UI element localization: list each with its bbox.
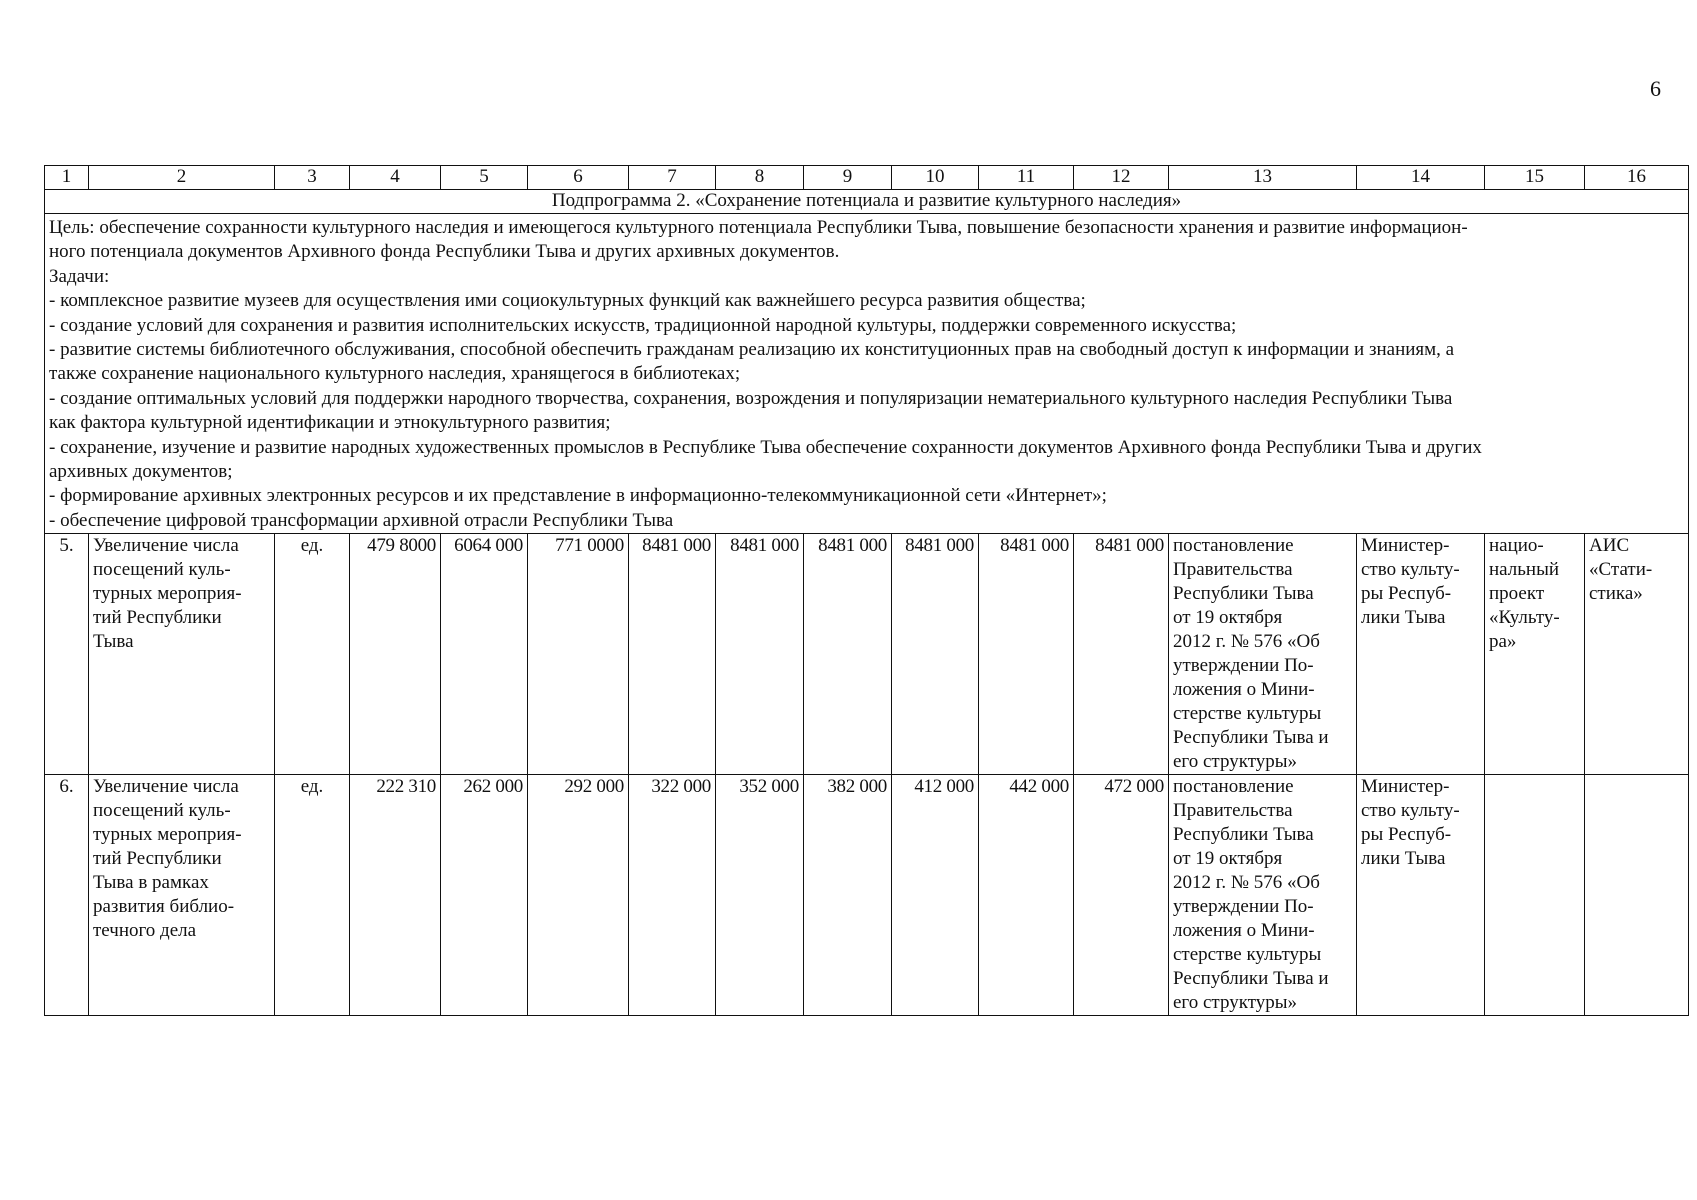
indicator-name (89, 775, 275, 1016)
value-cell: 382 000 (804, 775, 892, 1016)
column-number-15: 15 (1485, 166, 1585, 190)
legal-basis-line: Республики Тыва и (1173, 727, 1329, 749)
value-cell: 292 000 (528, 775, 629, 1016)
value-cell: 262 000 (441, 775, 528, 1016)
goal-line: - развитие системы библиотечного обслуживания, способной обеспечить гражданам реализацию их конституционных прав на свободный доступ к информации и знаниям, а (49, 339, 1455, 361)
goal-line: как фактора культурной идентификации и этнокультурного развития; (49, 412, 611, 434)
goal-line: Цель: обеспечение сохранности культурного наследия и имеющегося культурного потенциала Республики Тыва, повышение безопасности хранения и развитие информацион- (49, 217, 1468, 238)
legal-basis-line: его структуры» (1173, 992, 1298, 1014)
indicator-name (89, 534, 275, 775)
goal-and-tasks (45, 214, 1689, 534)
value-cell: 771 0000 (528, 534, 629, 775)
legal-basis-line: постановление (1173, 535, 1294, 557)
goal-line: - обеспечение цифровой трансформации архивной отрасли Республики Тыва (49, 509, 674, 531)
goal-line: Задачи: (49, 265, 110, 287)
legal-basis-line: ложения о Мини- (1173, 920, 1315, 942)
national-project (1485, 534, 1585, 775)
indicator-name-line: Тыва (93, 631, 134, 653)
goal-line: - создание оптимальных условий для поддержки народного творчества, сохранения, возрождения и популяризации нематериального культурного наследия Республики Тыва (49, 387, 1453, 409)
value-cell: 8481 000 (892, 534, 979, 775)
legal-basis-line: 2012 г. № 576 «Об (1173, 631, 1320, 653)
column-number-8: 8 (716, 166, 804, 190)
legal-basis-line: Правительства (1173, 559, 1293, 581)
value-cell: 472 000 (1074, 775, 1169, 1016)
responsible-body-line: ры Респуб- (1361, 824, 1452, 846)
legal-basis-line: его структуры» (1173, 751, 1298, 773)
column-number-3: 3 (275, 166, 350, 190)
column-number-6: 6 (528, 166, 629, 190)
legal-basis-line: от 19 октября (1173, 607, 1283, 629)
column-number-14: 14 (1357, 166, 1485, 190)
legal-basis-line: от 19 октября (1173, 848, 1283, 870)
indicators-table (44, 165, 1689, 1016)
legal-basis-line: стерстве культуры (1173, 944, 1322, 966)
legal-basis (1169, 775, 1357, 1016)
value-cell: 8481 000 (979, 534, 1074, 775)
indicator-name-line: Тыва в рамках (93, 872, 209, 894)
goal-row (45, 214, 1689, 534)
legal-basis-line: стерстве культуры (1173, 703, 1322, 725)
legal-basis-line: утверждении По- (1173, 896, 1314, 918)
table-row (45, 534, 1689, 775)
row-number: 5. (45, 534, 89, 775)
legal-basis-line: 2012 г. № 576 «Об (1173, 872, 1320, 894)
indicator-name-line: турных мероприя- (93, 824, 242, 846)
column-number-1: 1 (45, 166, 89, 190)
column-number-16: 16 (1585, 166, 1689, 190)
national-project-line: нальный (1489, 559, 1560, 581)
info-system-line: АИС (1589, 535, 1630, 557)
subprogram-title: Подпрограмма 2. «Сохранение потенциала и развитие культурного наследия» (45, 190, 1689, 214)
indicator-name-line: течного дела (93, 920, 197, 942)
goal-line: ного потенциала документов Архивного фонда Республики Тыва и других архивных документов. (49, 241, 840, 263)
column-number-10: 10 (892, 166, 979, 190)
unit-cell: ед. (275, 775, 350, 1016)
indicator-name-line: развития библио- (93, 896, 235, 918)
goal-line: архивных документов; (49, 461, 233, 483)
national-project-line: «Культу- (1489, 607, 1560, 629)
column-number-4: 4 (350, 166, 441, 190)
row-number: 6. (45, 775, 89, 1016)
value-cell: 222 310 (350, 775, 441, 1016)
legal-basis-line: Республики Тыва (1173, 583, 1314, 605)
goal-line: - создание условий для сохранения и развития исполнительских искусств, традиционной народной культуры, поддержки современного искусства; (49, 314, 1237, 336)
value-cell: 352 000 (716, 775, 804, 1016)
legal-basis-line: Республики Тыва (1173, 824, 1314, 846)
indicator-name-line: посещений куль- (93, 800, 231, 822)
value-cell: 8481 000 (804, 534, 892, 775)
column-number-13: 13 (1169, 166, 1357, 190)
column-number-9: 9 (804, 166, 892, 190)
responsible-body-line: Министер- (1361, 535, 1450, 557)
goal-line: - формирование архивных электронных ресурсов и их представление в информационно-телекоммуникационной сети «Интернет»; (49, 485, 1107, 507)
indicator-name-line: тий Республики (93, 848, 222, 870)
column-number-row (45, 166, 1689, 190)
legal-basis (1169, 534, 1357, 775)
indicator-name-line: турных мероприя- (93, 583, 242, 605)
info-system (1585, 775, 1689, 1016)
responsible-body-line: Министер- (1361, 776, 1450, 798)
responsible-body (1357, 534, 1485, 775)
legal-basis-line: постановление (1173, 776, 1294, 798)
column-number-7: 7 (629, 166, 716, 190)
indicator-name-line: Увеличение числа (93, 535, 239, 557)
value-cell: 479 8000 (350, 534, 441, 775)
indicator-name-line: тий Республики (93, 607, 222, 629)
value-cell: 8481 000 (629, 534, 716, 775)
national-project (1485, 775, 1585, 1016)
national-project-line: проект (1489, 583, 1545, 605)
table-body (45, 166, 1689, 1016)
value-cell: 8481 000 (716, 534, 804, 775)
national-project-line: ра» (1489, 631, 1517, 653)
info-system-line: стика» (1589, 583, 1643, 605)
responsible-body-line: ры Респуб- (1361, 583, 1452, 605)
page-number: 6 (1650, 76, 1661, 101)
indicator-name-line: посещений куль- (93, 559, 231, 581)
goal-line: также сохранение национального культурного наследия, хранящегося в библиотеках; (49, 363, 741, 385)
value-cell: 8481 000 (1074, 534, 1169, 775)
column-number-2: 2 (89, 166, 275, 190)
legal-basis-line: ложения о Мини- (1173, 679, 1315, 701)
legal-basis-line: утверждении По- (1173, 655, 1314, 677)
responsible-body-line: лики Тыва (1361, 607, 1446, 629)
value-cell: 322 000 (629, 775, 716, 1016)
responsible-body-line: ство культу- (1361, 800, 1460, 822)
unit-cell: ед. (275, 534, 350, 775)
indicator-name-line: Увеличение числа (93, 776, 239, 798)
table-row (45, 775, 1689, 1016)
goal-line: - комплексное развитие музеев для осуществления ими социокультурных функций как важнейшего ресурса развития общества; (49, 290, 1086, 312)
national-project-line: нацио- (1489, 535, 1544, 557)
column-number-11: 11 (979, 166, 1074, 190)
value-cell: 442 000 (979, 775, 1074, 1016)
value-cell: 412 000 (892, 775, 979, 1016)
responsible-body-line: ство культу- (1361, 559, 1460, 581)
subprogram-row (45, 190, 1689, 214)
column-number-12: 12 (1074, 166, 1169, 190)
goal-line: - сохранение, изучение и развитие народных художественных промыслов в Республике Тыва обеспечение сохранности документов Архивного фонда Республики Тыва и других (49, 436, 1482, 458)
info-system (1585, 534, 1689, 775)
info-system-line: «Стати- (1589, 559, 1653, 581)
legal-basis-line: Правительства (1173, 800, 1293, 822)
legal-basis-line: Республики Тыва и (1173, 968, 1329, 990)
responsible-body-line: лики Тыва (1361, 848, 1446, 870)
responsible-body (1357, 775, 1485, 1016)
value-cell: 6064 000 (441, 534, 528, 775)
column-number-5: 5 (441, 166, 528, 190)
